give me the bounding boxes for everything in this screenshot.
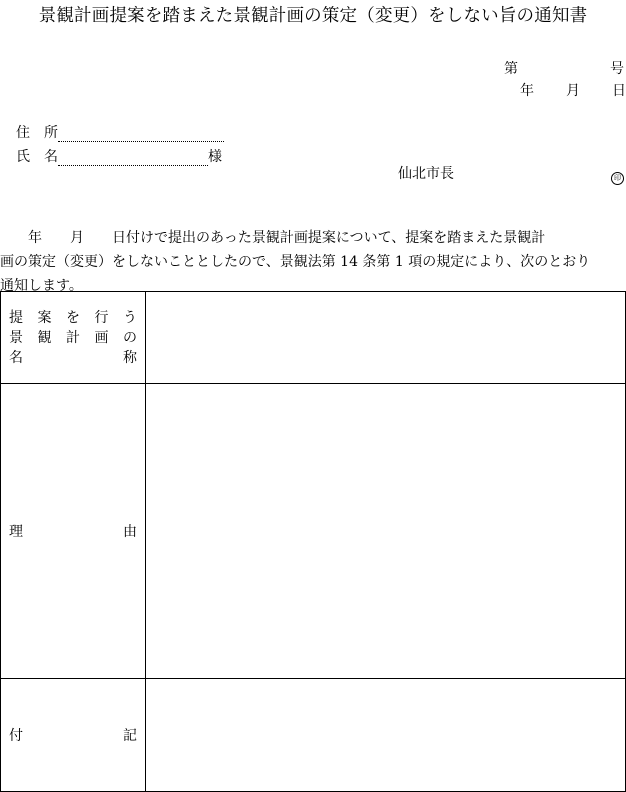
details-table bbox=[0, 291, 626, 792]
table-row-notes bbox=[1, 679, 626, 792]
name-line bbox=[16, 146, 222, 166]
label-line: 名 称 bbox=[9, 349, 137, 366]
address-label: 住 所 bbox=[16, 125, 58, 141]
name-field[interactable] bbox=[58, 151, 208, 166]
name-label: 氏 名 bbox=[16, 149, 58, 165]
label-proposal-name bbox=[1, 292, 146, 384]
notice-body bbox=[0, 226, 624, 298]
seal-mark bbox=[611, 165, 624, 185]
table-row-proposal-name bbox=[1, 292, 626, 384]
date-year: 年 bbox=[520, 83, 534, 99]
address-line bbox=[16, 122, 224, 142]
date-month: 月 bbox=[566, 83, 580, 99]
label-line: 景 観 計 画 の bbox=[9, 329, 137, 346]
date-day: 日 bbox=[612, 83, 626, 99]
value-proposal-name[interactable] bbox=[146, 292, 626, 384]
number-go: 号 bbox=[610, 61, 624, 77]
honorific-sama: 様 bbox=[208, 149, 222, 165]
body-line-1: 年 月 日付けで提出のあった景観計画提案について、提案を踏まえた景観計 bbox=[0, 230, 546, 246]
document-title: 景観計画提案を踏まえた景観計画の策定（変更）をしない旨の通知書 bbox=[38, 6, 588, 26]
label-notes: 付 記 bbox=[1, 679, 146, 792]
value-notes[interactable] bbox=[146, 679, 626, 792]
value-reason[interactable] bbox=[146, 384, 626, 679]
sender-title: 仙北市長 bbox=[398, 166, 454, 182]
table-row-reason bbox=[1, 384, 626, 679]
label-reason: 理 由 bbox=[1, 384, 146, 679]
address-field[interactable] bbox=[58, 127, 224, 142]
body-line-2: 画の策定（変更）をしないこととしたので、景観法第 14 条第 1 項の規定により、次のとおり bbox=[0, 254, 591, 270]
seal-icon: 印 bbox=[611, 172, 624, 185]
body-line-3: 通知します。 bbox=[0, 278, 83, 294]
label-line: 提 案 を 行 う bbox=[9, 309, 137, 326]
number-dai: 第 bbox=[504, 61, 518, 77]
